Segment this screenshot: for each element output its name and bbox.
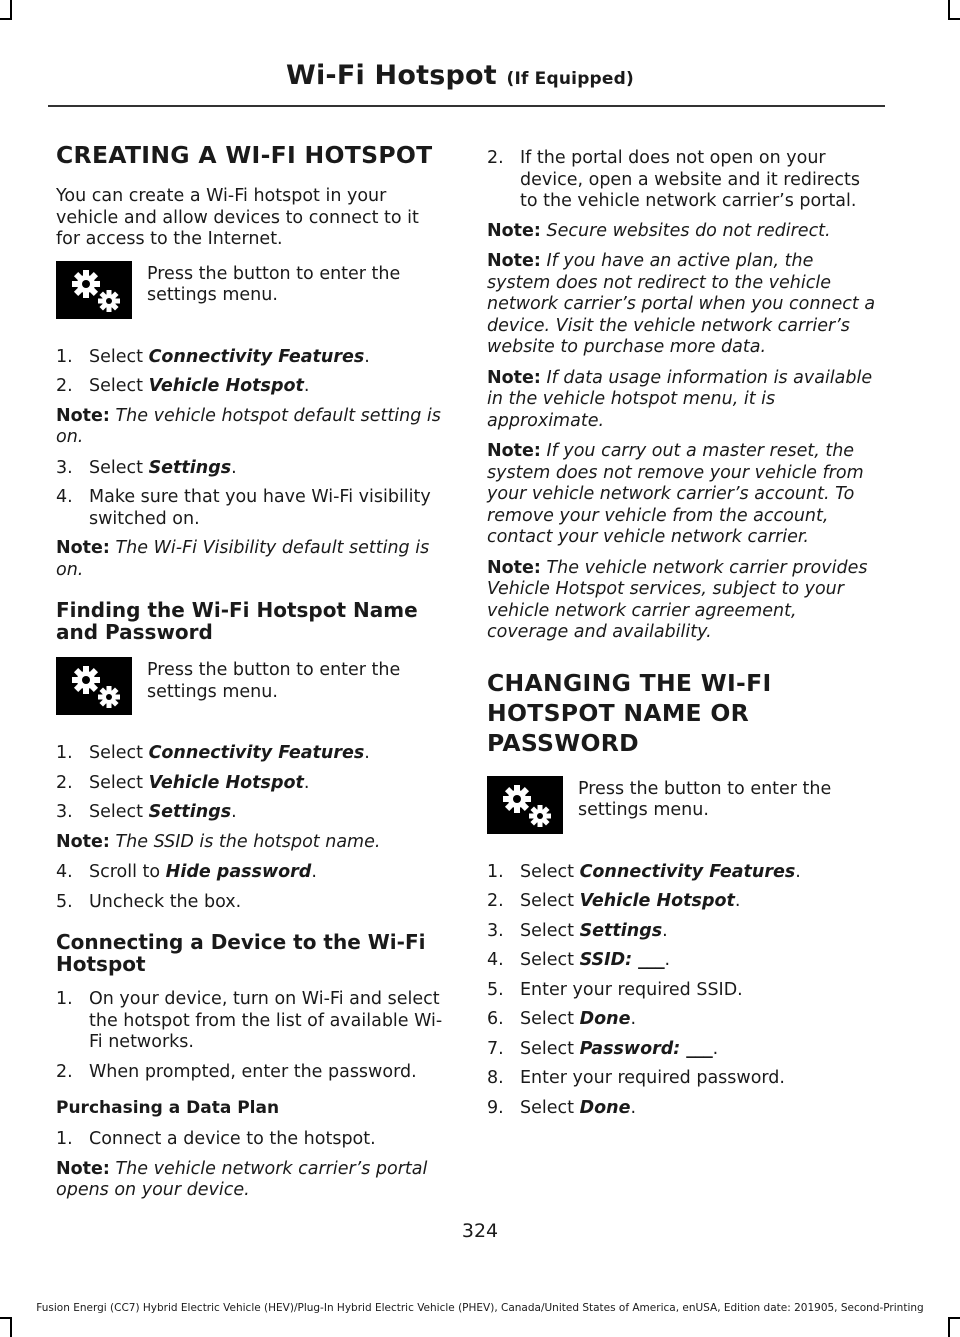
icon-instruction-text: Press the button to enter the settings menu. (578, 778, 832, 820)
list-item: 2. Select Vehicle Hotspot. (487, 891, 741, 911)
right-column (487, 148, 881, 1127)
crop-mark (10, 0, 12, 20)
steps-list (56, 862, 448, 913)
list-item: 2. If the portal does not open on your device, open a website and it redirects to the vehicle network carrier’s portal. (487, 148, 860, 211)
crop-mark (0, 1317, 12, 1319)
list-item: 8. Enter your required password. (487, 1068, 785, 1088)
list-item: 4. Select SSID: ___. (487, 950, 671, 970)
steps-list (487, 862, 881, 1120)
note: Note: The Wi-Fi Visibility default setting is on. (56, 538, 430, 580)
heading-line: CHANGING THE WI-FI (487, 668, 772, 697)
gear-icon (56, 657, 132, 715)
section-heading (487, 668, 881, 758)
section-heading: CREATING A WI-FI HOTSPOT (56, 141, 433, 169)
gear-icon (56, 261, 132, 319)
steps-list (487, 148, 881, 213)
steps-list (56, 1129, 448, 1151)
note: Note: If data usage information is available in the vehicle hotspot menu, it is approximate. (487, 367, 873, 431)
steps-list (56, 458, 448, 531)
subsection-heading: Finding the Wi-Fi Hotspot Name and Password (56, 598, 418, 644)
subsection-heading: Purchasing a Data Plan (56, 1098, 280, 1118)
list-item: 1. Connect a device to the hotspot. (56, 1129, 376, 1149)
note: Note: If you have an active plan, the system does not redirect to the vehicle network carrier’s portal when you connect a device. Visit the vehicle network carrier’s website to purchase more data. (487, 251, 876, 357)
list-item: 4. Scroll to Hide password. (56, 862, 317, 882)
steps-list (56, 347, 448, 398)
list-item: 1. Select Connectivity Features. (56, 346, 370, 367)
list-item: 5. Uncheck the box. (56, 891, 242, 912)
icon-instruction-text: Press the button to enter the settings menu. (147, 263, 401, 305)
settings-instruction (487, 776, 881, 852)
crop-mark (948, 1317, 960, 1319)
list-item: 2. Select Vehicle Hotspot. (56, 376, 310, 396)
note: Note: If you carry out a master reset, the system does not remove your vehicle from your vehicle network carrier’s account. To remove your vehicle from the account, contact your vehicle network carrier. (487, 441, 864, 547)
settings-instruction (56, 261, 448, 337)
page-footer: Fusion Energi (CC7) Hybrid Electric Vehicle (HEV)/Plug-In Hybrid Electric Vehicle (PHEV), Canada/United States of America, enUSA, Edition date: 201905, Second-Printing (36, 1302, 924, 1314)
steps-list (56, 743, 448, 824)
intro-paragraph: You can create a Wi-Fi hotspot in your vehicle and allow devices to connect to it for access to the Internet. (56, 186, 419, 249)
list-item: 3. Select Settings. (56, 802, 237, 822)
list-item: 1. On your device, turn on Wi-Fi and select the hotspot from the list of available Wi-Fi networks. (56, 989, 443, 1052)
left-column (56, 140, 448, 1211)
note: Note: The vehicle network carrier provides Vehicle Hotspot services, subject to your vehicle network carrier agreement, coverage and availability. (487, 557, 868, 642)
icon-instruction-text: Press the button to enter the settings menu. (147, 660, 401, 702)
list-item: 3. Select Settings. (487, 920, 668, 941)
header-subtitle: (If Equipped) (506, 69, 634, 89)
note: Note: The SSID is the hotspot name. (56, 831, 381, 852)
crop-mark (948, 1317, 950, 1337)
list-item: 6. Select Done. (487, 1009, 637, 1029)
list-item: 2. Select Vehicle Hotspot. (56, 772, 310, 793)
crop-mark (0, 18, 12, 20)
heading-line: HOTSPOT NAME OR (487, 698, 750, 727)
crop-mark (948, 18, 960, 20)
header-title: Wi-Fi Hotspot (286, 60, 497, 91)
settings-instruction (56, 657, 448, 733)
crop-mark (948, 0, 950, 20)
list-item: 3. Select Settings. (56, 457, 237, 478)
list-item: 5. Enter your required SSID. (487, 979, 743, 1000)
list-item: 4. Make sure that you have Wi-Fi visibility switched on. (56, 487, 431, 529)
list-item: 1. Select Connectivity Features. (56, 743, 370, 763)
note: Note: The vehicle hotspot default setting is on. (56, 405, 441, 447)
list-item: 7. Select Password: ___. (487, 1038, 719, 1059)
list-item: 2. When prompted, enter the password. (56, 1061, 417, 1082)
list-item: 9. Select Done. (487, 1097, 637, 1118)
note: Note: Secure websites do not redirect. (487, 220, 831, 241)
page-header (286, 60, 634, 91)
heading-line: PASSWORD (487, 728, 639, 757)
subsection-heading: Connecting a Device to the Wi-Fi Hotspot (56, 930, 426, 976)
crop-mark (10, 1317, 12, 1337)
header-divider (48, 105, 885, 107)
steps-list (56, 989, 448, 1083)
gear-icon (487, 776, 563, 834)
list-item: 1. Select Connectivity Features. (487, 861, 801, 882)
note: Note: The vehicle network carrier’s portal opens on your device. (56, 1158, 428, 1200)
page-number: 324 (461, 1220, 499, 1242)
